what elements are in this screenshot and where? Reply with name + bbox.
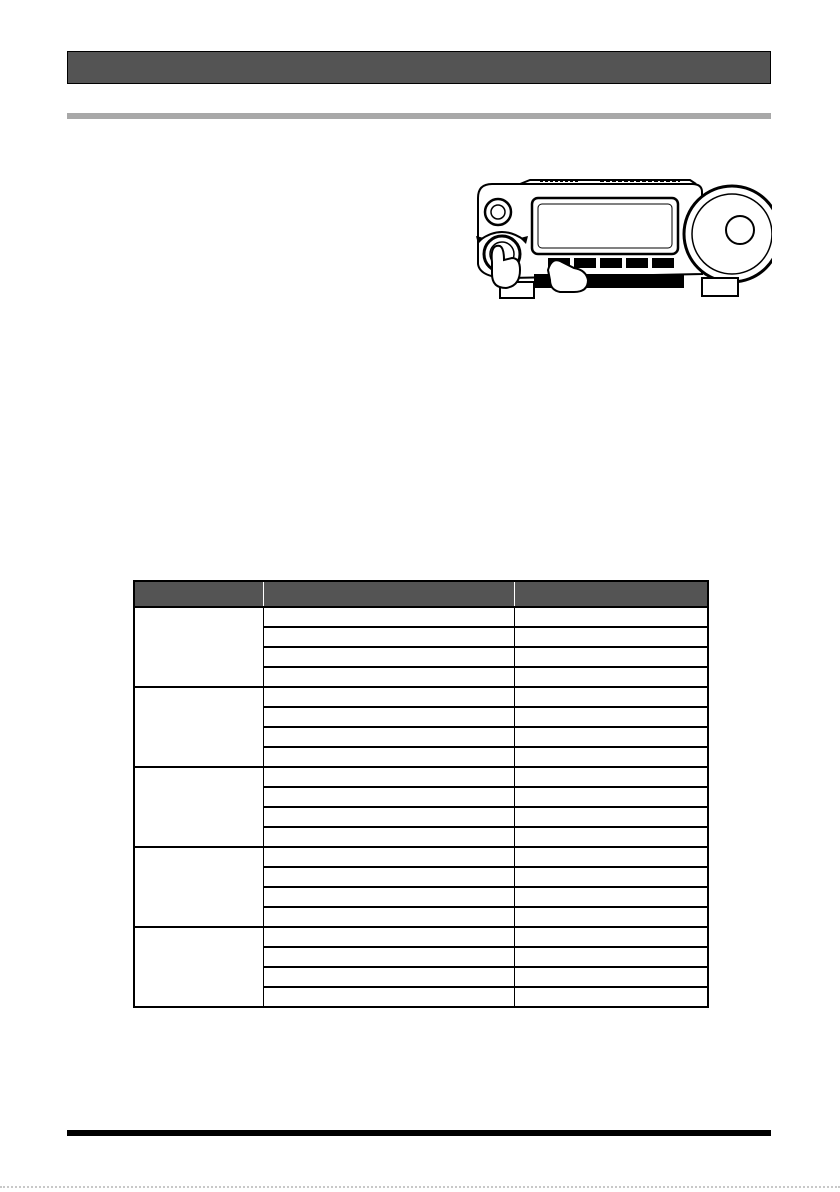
table-cell [514, 967, 708, 987]
table-header-cell [134, 581, 263, 607]
table-row [134, 767, 708, 787]
table-cell [263, 767, 514, 787]
table-cell [514, 627, 708, 647]
section-divider [67, 113, 771, 119]
table-row [134, 847, 708, 867]
table-cell [514, 907, 708, 927]
table-cell [514, 787, 708, 807]
table-cell [263, 707, 514, 727]
table-cell [514, 687, 708, 707]
table-cell [263, 847, 514, 867]
group-cell [134, 767, 263, 847]
table-cell [263, 907, 514, 927]
table-cell [263, 927, 514, 947]
group-cell [134, 607, 263, 687]
table-cell [263, 807, 514, 827]
table-cell [263, 747, 514, 767]
table-cell [514, 747, 708, 767]
table-cell [263, 827, 514, 847]
group-cell [134, 687, 263, 767]
footer-divider [67, 1130, 771, 1136]
table-cell [514, 887, 708, 907]
table-cell [514, 667, 708, 687]
table-cell [263, 987, 514, 1007]
table-cell [514, 647, 708, 667]
settings-table [133, 580, 709, 1008]
table-header-row [134, 581, 708, 607]
table-cell [514, 767, 708, 787]
page-edge-marks [0, 1186, 840, 1188]
table-cell [514, 927, 708, 947]
table-header-cell [514, 581, 708, 607]
table-cell [514, 987, 708, 1007]
table-cell [514, 707, 708, 727]
table-cell [514, 847, 708, 867]
table-cell [514, 807, 708, 827]
table-cell [514, 947, 708, 967]
table-cell [263, 647, 514, 667]
table-row [134, 607, 708, 627]
table-cell [263, 947, 514, 967]
table-cell [263, 787, 514, 807]
table-cell [514, 827, 708, 847]
table-cell [263, 607, 514, 627]
table-header-cell [263, 581, 514, 607]
table-cell [263, 887, 514, 907]
table-row [134, 927, 708, 947]
table-cell [263, 667, 514, 687]
group-cell [134, 847, 263, 927]
table-cell [263, 627, 514, 647]
table-cell [263, 727, 514, 747]
table-cell [263, 967, 514, 987]
table-cell [263, 687, 514, 707]
table-row [134, 687, 708, 707]
table-cell [514, 727, 708, 747]
table-cell [514, 867, 708, 887]
table-cell [263, 867, 514, 887]
radio-transceiver-illustration [470, 178, 772, 304]
page-title-bar [67, 51, 771, 84]
table-cell [514, 607, 708, 627]
group-cell [134, 927, 263, 1007]
